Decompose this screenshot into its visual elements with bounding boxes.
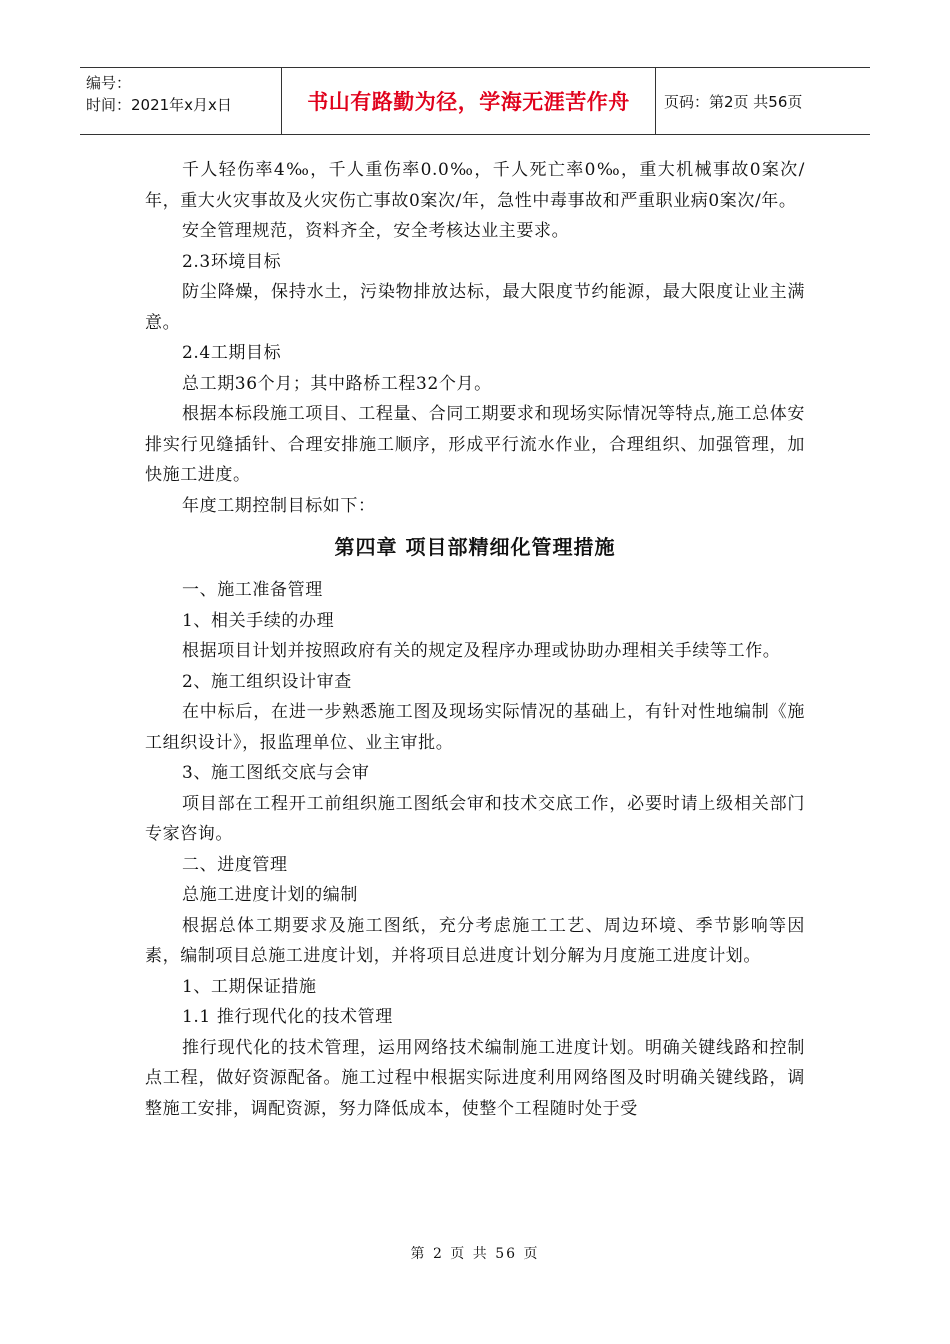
- subsection-heading: 1、工期保证措施: [182, 976, 317, 997]
- paragraph: 推行现代化的技术管理，运用网络技术编制施工进度计划。明确关键线路和控制点工程，做好资源配备。施工过程中根据实际进度利用网络图及时明确关键线路，调整施工安排，调配资源，努力降低成本，使整个工程随时处于受: [145, 1037, 805, 1119]
- paragraph: 防尘降燥，保持水土，污染物排放达标，最大限度节约能源，最大限度让业主满意。: [145, 282, 805, 333]
- subsection-heading: 2、施工组织设计审查: [182, 671, 352, 692]
- subsection-heading: 1、相关手续的办理: [182, 610, 335, 631]
- paragraph: 安全管理规范，资料齐全，安全考核达业主要求。: [182, 221, 570, 241]
- paragraph: 总工期36个月；其中路桥工程32个月。: [182, 373, 492, 394]
- paragraph: 根据总体工期要求及施工图纸，充分考虑施工工艺、周边环境、季节影响等因素，编制项目总施工进度计划，并将项目总进度计划分解为月度施工进度计划。: [145, 915, 805, 966]
- paragraph: 项目部在工程开工前组织施工图纸会审和技术交底工作，必要时请上级相关部门专家咨询。: [145, 793, 805, 844]
- section-heading: 2.3环境目标: [182, 251, 282, 272]
- time-label: 时间：2021年x月x日: [86, 96, 232, 114]
- paragraph: 年度工期控制目标如下：: [182, 495, 376, 516]
- subsection-heading: 3、施工图纸交底与会审: [182, 763, 370, 783]
- header-page-info: 页码：第2页 共56页: [664, 92, 803, 111]
- header-meta: [80, 68, 282, 134]
- subsection-heading: 总施工进度计划的编制: [182, 885, 358, 905]
- header-motto: 书山有路勤为径，学海无涯苦作舟: [282, 68, 656, 134]
- paragraph: 根据本标段施工项目、工程量、合同工期要求和现场实际情况等特点,施工总体安排实行见缝插针、合理安排施工顺序，形成平行流水作业，合理组织、加强管理，加快施工进度。: [145, 404, 805, 485]
- page-footer: 第 2 页 共 56 页: [410, 1246, 540, 1262]
- section-heading: 2.4工期目标: [182, 343, 282, 363]
- page-header: [80, 67, 870, 135]
- paragraph: 在中标后，在进一步熟悉施工图及现场实际情况的基础上，有针对性地编制《施工组织设计》，报监理单位、业主审批。: [145, 702, 805, 753]
- paragraph: 根据项目计划并按照政府有关的规定及程序办理或协助办理相关手续等工作。: [182, 641, 781, 661]
- subsection-heading: 1.1 推行现代化的技术管理: [182, 1007, 393, 1027]
- paragraph: 千人轻伤率4‰，千人重伤率0.0‰，千人死亡率0‰，重大机械事故0案次/年，重大火灾事故及火灾伤亡事故0案次/年，急性中毒事故和严重职业病0案次/年。: [145, 160, 805, 211]
- section-heading: 二、进度管理: [182, 854, 288, 875]
- document-body: [145, 155, 805, 1124]
- section-heading: 一、施工准备管理: [182, 580, 323, 600]
- chapter-title: 第四章 项目部精细化管理措施: [334, 535, 616, 559]
- number-label: 编号：: [86, 74, 132, 92]
